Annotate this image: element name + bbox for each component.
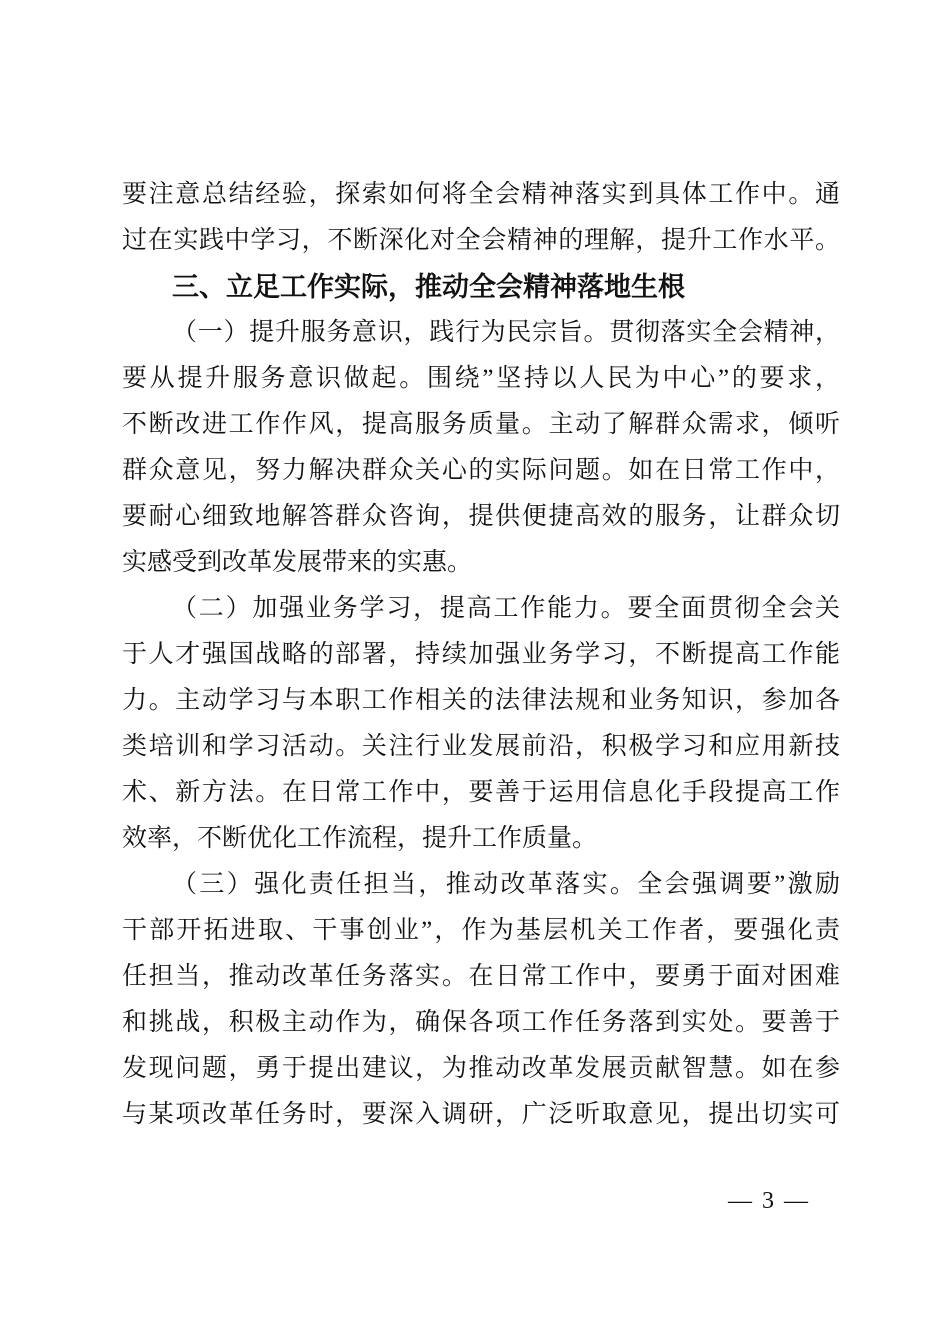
paragraph-item-2 bbox=[122, 586, 840, 862]
text-line: 干部开拓进取、干事创业”，作为基层机关工作者，要强化责 bbox=[122, 917, 840, 944]
text-line: 要注意总结经验，探索如何将全会精神落实到具体工作中。通 bbox=[122, 181, 840, 208]
page-number: — 3 — bbox=[728, 1188, 810, 1214]
paragraph-item-1 bbox=[122, 310, 840, 586]
text-line: 与某项改革任务时，要深入调研，广泛听取意见，提出切实可 bbox=[122, 1101, 840, 1128]
text-line: 要从提升服务意识做起。围绕”坚持以人民为中心”的要求， bbox=[122, 365, 840, 392]
text-line: 力。主动学习与本职工作相关的法律法规和业务知识，参加各 bbox=[122, 687, 840, 714]
text-line: 过在实践中学习，不断深化对全会精神的理解，提升工作水平。 bbox=[122, 227, 840, 254]
text-line: 术、新方法。在日常工作中，要善于运用信息化手段提高工作 bbox=[122, 779, 840, 806]
text-line: （三）强化责任担当，推动改革落实。全会强调要”激励 bbox=[172, 871, 840, 898]
paragraph-continuation bbox=[122, 172, 840, 264]
text-line: 实感受到改革发展带来的实惠。 bbox=[122, 549, 473, 576]
text-line: （一）提升服务意识，践行为民宗旨。贯彻落实全会精神， bbox=[172, 319, 840, 346]
text-line: 群众意见，努力解决群众关心的实际问题。如在日常工作中， bbox=[122, 457, 840, 484]
text-line: 和挑战，积极主动作为，确保各项工作任务落到实处。要善于 bbox=[122, 1009, 840, 1036]
section-heading-3 bbox=[122, 264, 840, 310]
text-line: 类培训和学习活动。关注行业发展前沿，积极学习和应用新技 bbox=[122, 733, 840, 760]
text-line: （二）加强业务学习，提高工作能力。要全面贯彻全会关 bbox=[172, 595, 840, 622]
text-line: 效率，不断优化工作流程，提升工作质量。 bbox=[122, 825, 598, 852]
text-line: 要耐心细致地解答群众咨询，提供便捷高效的服务，让群众切 bbox=[122, 503, 840, 530]
document-body bbox=[122, 172, 840, 1138]
heading-line: 三、立足工作实际，推动全会精神落地生根 bbox=[172, 272, 685, 302]
text-line: 于人才强国战略的部署，持续加强业务学习，不断提高工作能 bbox=[122, 641, 840, 668]
paragraph-item-3 bbox=[122, 862, 840, 1138]
text-line: 任担当，推动改革任务落实。在日常工作中，要勇于面对困难 bbox=[122, 963, 840, 990]
text-line: 发现问题，勇于提出建议，为推动改革发展贡献智慧。如在参 bbox=[122, 1055, 840, 1082]
text-line: 不断改进工作作风，提高服务质量。主动了解群众需求，倾听 bbox=[122, 411, 840, 438]
